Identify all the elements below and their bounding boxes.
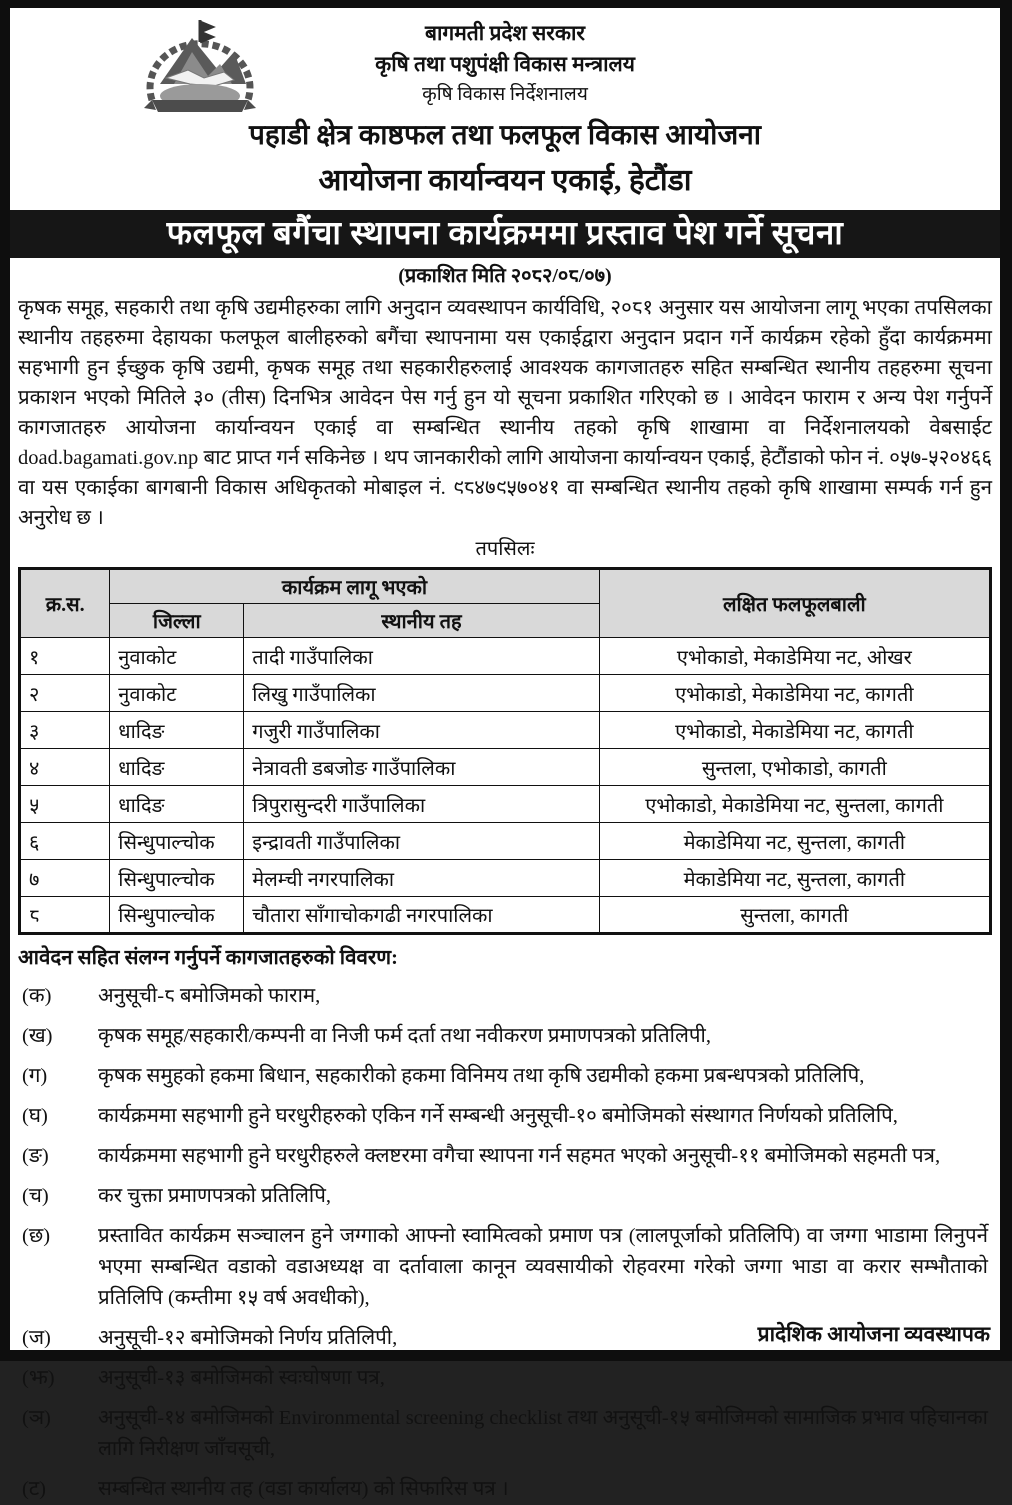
column-header-local-level: स्थानीय तह — [244, 604, 599, 638]
cell-district: नुवाकोट — [110, 638, 244, 675]
document-list-item — [18, 981, 992, 1012]
cell-target-crops: एभोकाडो, मेकाडेमिया नट, कागती — [599, 712, 990, 749]
documents-list — [18, 981, 992, 1505]
cell-serial-number: ५ — [20, 786, 110, 823]
document-item-text: अनुसूची-१२ बमोजिमको निर्णय प्रतिलिपी, — [98, 1327, 398, 1349]
table-header — [20, 569, 991, 638]
table-row — [20, 712, 991, 749]
notice-title-banner: फलफूल बगैंचा स्थापना कार्यक्रममा प्रस्ताव पेश गर्ने सूचना — [10, 210, 1000, 258]
cell-target-crops: एभोकाडो, मेकाडेमिया नट, कागती — [599, 675, 990, 712]
cell-local-level: इन्द्रावती गाउँपालिका — [244, 823, 599, 860]
document-item-text: अनुसूची-८ बमोजिमको फाराम, — [98, 985, 321, 1007]
document-item-label: (घ) — [22, 1105, 48, 1127]
letterhead — [10, 8, 1000, 202]
nepal-emblem-logo — [130, 12, 270, 122]
cell-district: नुवाकोट — [110, 675, 244, 712]
document-item-text: कर चुक्ता प्रमाणपत्रको प्रतिलिपि, — [98, 1185, 331, 1207]
cell-local-level: त्रिपुरासुन्दरी गाउँपालिका — [244, 786, 599, 823]
document-list-item — [18, 1403, 992, 1465]
document-list-item — [18, 1474, 992, 1505]
ministry-name: कृषि तथा पशुपंक्षी विकास मन्त्रालय — [375, 52, 635, 76]
cell-local-level: मेलम्ची नगरपालिका — [244, 860, 599, 897]
table-row — [20, 897, 991, 934]
table-row — [20, 823, 991, 860]
tapasil-label: तपसिलः — [475, 538, 535, 560]
column-header-district: जिल्ला — [110, 604, 244, 638]
cell-target-crops: सुन्तला, एभोकाडो, कागती — [599, 749, 990, 786]
cell-local-level: चौतारा साँगाचोकगढी नगरपालिका — [244, 897, 599, 934]
cell-local-level: लिखु गाउँपालिका — [244, 675, 599, 712]
program-locations-table — [18, 567, 992, 935]
document-item-text: अनुसूची-१३ बमोजिमको स्वःघोषणा पत्र, — [98, 1367, 385, 1389]
cell-serial-number: ३ — [20, 712, 110, 749]
project-name: पहाडी क्षेत्र काष्ठफल तथा फलफूल विकास आयोजना — [248, 120, 762, 151]
document-item-text: कार्यक्रममा सहभागी हुने घरधुरीहरुको एकिन गर्ने सम्बन्धी अनुसूची-१० बमोजिमको संस्थागत निर्णयको प्रतिलिपि, — [98, 1105, 898, 1127]
cell-district: सिन्धुपाल्चोक — [110, 860, 244, 897]
document-list-item — [18, 1101, 992, 1132]
published-date: (प्रकाशित मिति २०८२/०८/०७) — [398, 265, 612, 287]
directorate-name: कृषि विकास निर्देशनालय — [422, 84, 588, 105]
signature-title: प्रादेशिक आयोजना व्यवस्थापक — [757, 1322, 990, 1346]
cell-district: धादिङ — [110, 749, 244, 786]
implementation-unit-name: आयोजना कार्यान्वयन एकाई, हेटौंडा — [318, 164, 692, 197]
document-item-text: प्रस्तावित कार्यक्रम सञ्चालन हुने जग्गाको आफ्नो स्वामित्वको प्रमाण पत्र (लालपूर्जाको प्रतिलिपि) वा जग्गा भाडामा लिनुपर्ने भएमा सम्बन्धित वडाको वडाअध्यक्ष वा दर्तावाला कानून व्यवसायीको रोहवरमा गरेको जग्गा भाडा वा करार सम्भौताको प्रतिलिपि (कम्तीमा १५ वर्ष अवधीको), — [98, 1225, 988, 1309]
column-header-target-crops: लक्षित फलफूलबाली — [599, 569, 990, 638]
table-row — [20, 749, 991, 786]
document-item-text: सम्बन्धित स्थानीय तह (वडा कार्यालय) को सिफारिस पत्र । — [98, 1478, 509, 1500]
cell-target-crops: एभोकाडो, मेकाडेमिया नट, ओखर — [599, 638, 990, 675]
table-row — [20, 675, 991, 712]
document-list-item — [18, 1221, 992, 1314]
cell-local-level: गजुरी गाउँपालिका — [244, 712, 599, 749]
table-row — [20, 860, 991, 897]
cell-serial-number: ४ — [20, 749, 110, 786]
required-documents-section — [10, 939, 1000, 1505]
cell-target-crops: सुन्तला, कागती — [599, 897, 990, 934]
document-item-label: (ङ) — [22, 1145, 49, 1167]
cell-district: सिन्धुपाल्चोक — [110, 897, 244, 934]
cell-serial-number: २ — [20, 675, 110, 712]
document-item-label: (ख) — [22, 1025, 53, 1047]
table-body — [20, 638, 991, 934]
cell-local-level: नेत्रावती डबजोङ गाउँपालिका — [244, 749, 599, 786]
cell-serial-number: ८ — [20, 897, 110, 934]
cell-local-level: तादी गाउँपालिका — [244, 638, 599, 675]
cell-serial-number: ६ — [20, 823, 110, 860]
document-list-item — [18, 1021, 992, 1052]
cell-district: सिन्धुपाल्चोक — [110, 823, 244, 860]
document-item-label: (ट) — [22, 1478, 46, 1500]
cell-district: धादिङ — [110, 712, 244, 749]
cell-target-crops: मेकाडेमिया नट, सुन्तला, कागती — [599, 823, 990, 860]
cell-target-crops: एभोकाडो, मेकाडेमिया नट, सुन्तला, कागती — [599, 786, 990, 823]
document-item-label: (क) — [22, 985, 52, 1007]
table-row — [20, 786, 991, 823]
document-list-item — [18, 1061, 992, 1092]
cell-serial-number: १ — [20, 638, 110, 675]
cell-district: धादिङ — [110, 786, 244, 823]
document-item-text: कार्यक्रममा सहभागी हुने घरधुरीहरुले क्लष्टरमा वगैचा स्थापना गर्न सहमत भएको अनुसूची-११ बमोजिमको सहमती पत्र, — [98, 1145, 941, 1167]
document-item-label: (छ) — [22, 1225, 51, 1247]
document-item-label: (ग) — [22, 1065, 48, 1087]
document-item-text: कृषक समुहको हकमा बिधान, सहकारीको हकमा विनिमय तथा कृषि उद्यमीको हकमा प्रबन्धपत्रको प्रतिलिपि, — [98, 1065, 865, 1087]
cell-target-crops: मेकाडेमिया नट, सुन्तला, कागती — [599, 860, 990, 897]
document-item-text: अनुसूची-१४ बमोजिमको Environmental screening checklist तथा अनुसूची-१५ बमोजिमको सामाजिक प्रभाव पहिचानका लागि निरीक्षण जाँचसूची, — [98, 1407, 988, 1460]
document-item-label: (च) — [22, 1185, 49, 1207]
cell-serial-number: ७ — [20, 860, 110, 897]
document-list-item — [18, 1141, 992, 1172]
notice-body-paragraph: कृषक समूह, सहकारी तथा कृषि उद्यमीहरुका लागि अनुदान व्यवस्थापन कार्यविधि, २०८१ अनुसार यस आयोजना लागू भएका तपसिलका स्थानीय तहहरुमा देहायका फलफूल बालीहरुको बगैंचा स्थापनामा यस एकाईद्वारा अनुदान प्रदान गर्ने कार्यक्रम रहेको हुँदा कार्यक्रममा सहभागी हुन ईच्छुक कृषि उद्यमी, कृषक समूह तथा सहकारीहरुलाई आवश्यक कागजातहरु सहित सम्बन्धित स्थानीय तहहरुमा सूचना प्रकाशन भएको मितिले ३० (तीस) दिनभित्र आवेदन पेस गर्नु हुन यो सूचना प्रकाशित गरिएको छ । आवेदन फाराम र अन्य पेश गर्नुपर्ने कागजातहरु आयोजना कार्यान्वयन एकाई वा सम्बन्धित स्थानीय तहको कृषि शाखामा वा निर्देशनालयको वेबसाईट doad.bagamati.gov.np बाट प्राप्त गर्न सकिनेछ । थप जानकारीको लागि आयोजना कार्यान्वयन एकाई, हेटौंडाको फोन नं. ०५७-५२०४६६ वा यस एकाईका बागबानी विकास अधिकृतको मोबाइल नं. ९८४७९५७०४१ वा सम्बन्धित स्थानीय तहको कृषि शाखामा सम्पर्क गर्न हुन अनुरोध छ । — [18, 297, 992, 529]
document-item-text: कृषक समूह/सहकारी/कम्पनी वा निजी फर्म दर्ता तथा नवीकरण प्रमाणपत्रको प्रतिलिपी, — [98, 1025, 711, 1047]
government-name: बागमती प्रदेश सरकार — [424, 21, 586, 45]
document-list-item — [18, 1181, 992, 1212]
document-list-item — [18, 1363, 992, 1394]
document-item-label: (ज) — [22, 1327, 51, 1349]
column-header-program-group: कार्यक्रम लागू भएको — [110, 569, 599, 604]
document-item-label: (ञ) — [22, 1407, 51, 1429]
column-header-sn: क्र.स. — [20, 569, 110, 638]
table-row — [20, 638, 991, 675]
documents-heading: आवेदन सहित संलग्न गर्नुपर्ने कागजातहरुको विवरण: — [18, 947, 398, 969]
document-item-label: (झ) — [22, 1367, 55, 1389]
